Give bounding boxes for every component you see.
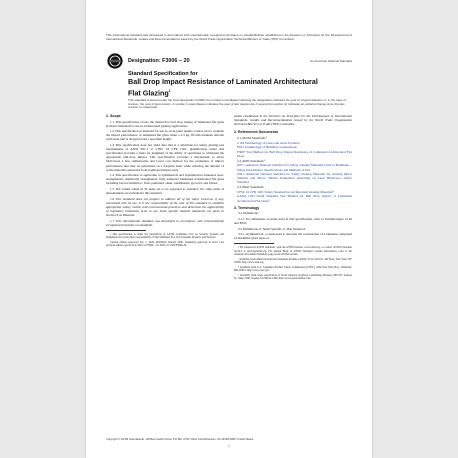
para-1-5: 1.5 The values stated in SI units are to be regarded as standard. No other units of measurement are included in this standard.	[106, 187, 224, 196]
standard-status-note: An American National Standard	[310, 59, 352, 63]
ref-z26-link[interactable]: Z26.1 American National Standard for Safety Glazing Materials for Glazing Motor Vehicles and Motor Vehicle Equipment Operating on Land Highways—Safety Standard	[237, 172, 352, 185]
referenced-documents-heading: 2. Referenced Documents	[234, 130, 279, 135]
reference-list	[234, 136, 352, 203]
ref-z97-link[interactable]: Z97.1 American National Standard for Safety Glazing Materials Used in Buildings—Safety Performance Specifications and Methods of Test	[237, 163, 352, 172]
para-1-7: 1.7 This international standard was developed in accordance with internationally recognized principles on standardi-	[106, 218, 224, 227]
standard-title	[128, 71, 328, 98]
para-1-3: 1.3 This specification does not yield data that is a substitute for safety glazing test requirements of ANSI Z97.1 or CPSC 16 CFR 1201. Qualification under this specification provides a basis for judgment of the ability of specimens to withstand the appropriate ball-drop impact. This specification provides a mechanism to allow fabricators a less cumbersome and lower cost method for the evaluation of impact performance that may be performed on a frequent basis while reducing the amount of waste materials generated from traditional impact tests.	[106, 143, 224, 172]
term-3-1-1: 3.1.1 For definitions of terms used in this specification, refer to Terminologies C162 and E631.	[234, 216, 352, 225]
ref-cpsc-link[interactable]: CPSC 16 CFR 1201 Safety Standard for Architectural Glazing Materials⁴	[237, 189, 334, 194]
para-1-6: 1.6 This standard does not purport to address all of the safety concerns, if any, associated with its use. It is the responsibility of the user of this standard to establish appropriate safety, health, and environmental practices and determine the applicability of regulatory limitations prior to use. Some specific hazards statements are given in Section 8 on Hazards.	[106, 196, 224, 218]
right-column	[234, 114, 352, 282]
ref-c162-link[interactable]: C162 Terminology of Glass and Glass Products	[237, 140, 300, 145]
document-page	[86, 0, 372, 458]
development-notice: This international standard was developed in accordance with internationally recognized principles on standardization established in the Decision on Principles for the Development of International Standards, Guides and Recommendations issued by the World Trade Organization Technical Barriers to Trade (TBT) Committee.	[106, 33, 352, 41]
terminology-heading: 3. Terminology	[234, 205, 260, 210]
para-1-4: 1.4 This specification is applicable to symmetrical and asymmetrical annealed, heat-strengthened, chemically strengthened, fully tempered laminated architectural flat glass including but not limited to: float, patterned, sheet, sandblasted, grooved, and fritted.	[106, 173, 224, 186]
footnote-2: ² For referenced ASTM standards, visit the ASTM website, www.astm.org, or contact ASTM Customer Service at service@astm.org. For Annual Book of ASTM Standards volume information, refer to the standard's Document Summary page on the ASTM website.	[234, 246, 352, 256]
astm-logo-icon	[107, 53, 123, 69]
ref-2-2: 2.2 ANSI Standards:³	[237, 158, 266, 163]
ref-2-1: 2.1 ASTM Standards:²	[237, 135, 267, 140]
footnote-edition: Current edition approved Jan. 1, 2020. Published January 2020. Originally approved in 2013. Last previous edition approved in 2016 as F3006 – 16. DOI: 10.1520/F3006-20.	[106, 240, 224, 248]
footnote-3: ³ Available from American National Standards Institute (ANSI), 25 W. 43rd St., 4th Floor, New York, NY 10036, http://www.ansi.org.	[234, 257, 352, 265]
para-1-1: 1.1 This specification covers the destructive ball drop testing of laminated flat glass products intended for use in architectural glazing applications.	[106, 119, 224, 128]
designation: Designation: F3006 − 20	[128, 58, 190, 64]
footnote-1: ¹ This specification is under the jurisdiction of ASTM Committee E12 on Security Systems and Equipment and is the direct responsibility of Subcommittee F12.10 on Systems Products and Services.	[106, 232, 224, 240]
title-line-1: Standard Specification for	[128, 71, 198, 77]
ref-f3007-link[interactable]: F3007 Test Method for Ball Drop Impact Resistance of Laminated Architectural Flat Glass	[237, 149, 352, 159]
footnote-5: ⁵ Available from Glass Association of North America (GANA), Laminating Division, 800 SW Jackson St., Suite 1500, Topeka, KS 66612-1200, http://www.glasswebsite.com.	[234, 273, 352, 281]
standard-issue-notice: This standard is issued under the fixed designation F3006; the number immediately following the designation indicates the year of original adoption or, in the case of revision, the year of last revision. A number in parentheses indicates the year of last reapproval. A superscript epsilon (ε) indicates an editorial change since the last revision or reapproval.	[128, 98, 346, 110]
para-1-2: 1.2 This specification is intended for use as an in-plant quality control test to evaluate the impact performance of laminated flat glass when a 2.3 kg, 83 mm diameter smooth solid steel ball is dropped from a specified height.	[106, 129, 224, 142]
copyright-footer: Copyright © ASTM International, 100 Barr Harbor Drive, PO Box C700, West Conshohocken, PA 19428-2959. United States	[106, 438, 254, 441]
term-3-2: 3.2 Definitions of Terms Specific to This Standard:	[238, 226, 306, 231]
footnote-4: ⁴ Available from U.S. Consumer Product Safety Commission (CPSC), 4330 East West Hwy., Bethesda, MD 20814, http://www.cpsc.gov.	[234, 265, 352, 273]
scope-heading: 1. Scope	[106, 114, 121, 118]
page-number: 1	[228, 444, 230, 448]
ref-gana-link[interactable]: GANA LSD 04-09 Standard Test Method for Ball Drop Impact of Laminated Architectural Flat Glass⁵	[237, 194, 352, 203]
left-column	[106, 114, 224, 249]
title-main: Ball Drop Impact Resistance of Laminated Architectural Flat Glazing	[128, 77, 318, 97]
ref-e631-link[interactable]: E631 Terminology of Building Constructions	[237, 145, 297, 150]
term-3-2-1: 3.2.1 asymmetrical—a term used to describe the construction of a laminate comprised of dissimilar glass types or	[234, 232, 352, 241]
term-3-1: 3.1 Definitions:	[238, 211, 259, 216]
para-1-7-continued: zation established in the Decision on Principles for the Development of International Standards, Guides and Recommendations issued by the World Trade Organization Technical Barriers to Trade (TBT) Committee.	[234, 114, 352, 127]
title-line-2	[128, 78, 328, 98]
ref-2-3: 2.3 Other Standards:	[237, 185, 265, 190]
footnote-rule-right	[234, 243, 274, 244]
title-footnote-mark: 1	[168, 88, 171, 93]
footnote-rule	[106, 230, 146, 231]
